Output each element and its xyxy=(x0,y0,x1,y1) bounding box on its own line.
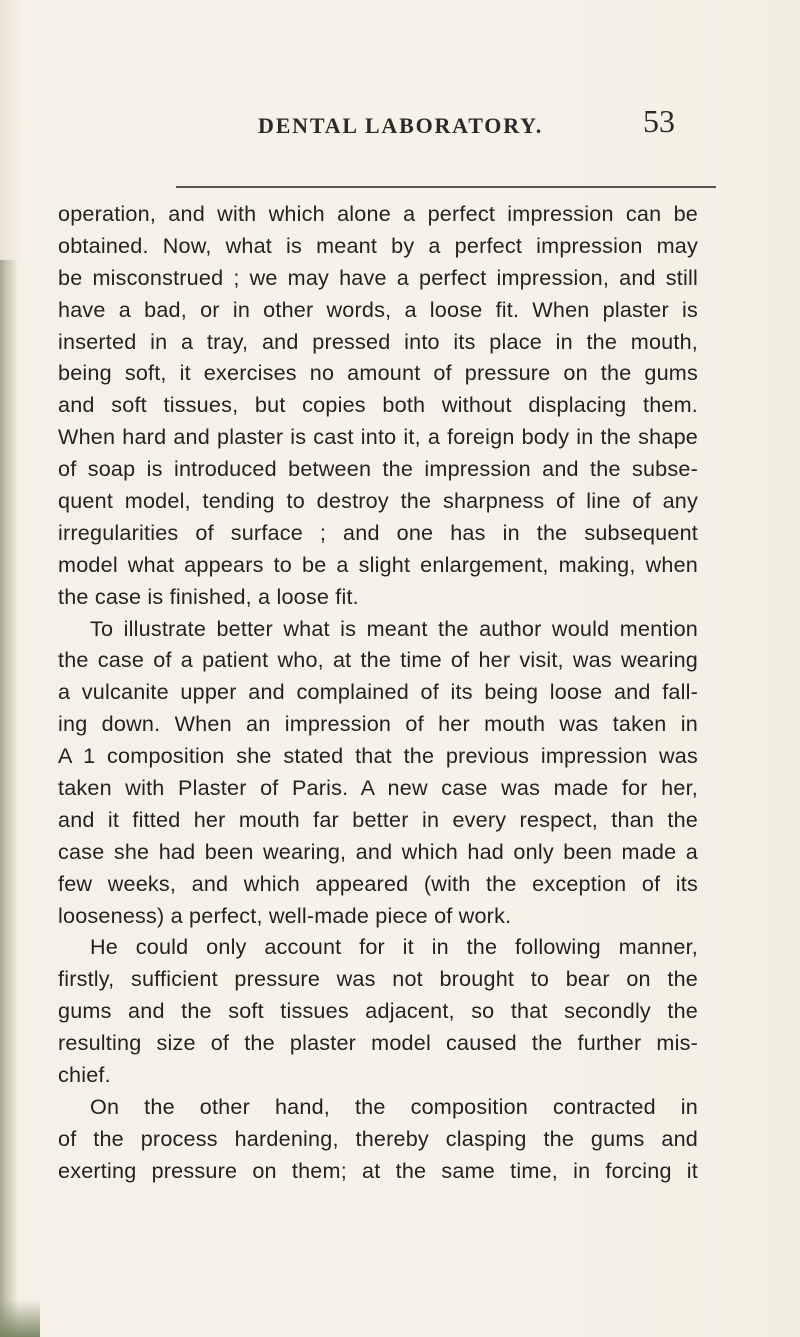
text-line: looseness) a perfect, well-made piece of work. xyxy=(58,902,512,928)
text-line: have a bad, or in other words, a loose fit. When plaster is xyxy=(58,296,698,322)
text-line: obtained. Now, what is meant by a perfect impression may xyxy=(58,232,698,258)
page-number: 53 xyxy=(643,103,675,139)
body-text xyxy=(58,198,698,1187)
header-rule xyxy=(176,186,716,188)
running-head: DENTAL LABORATORY. xyxy=(258,113,544,138)
text-line: exerting pressure on them; at the same time, in forcing it xyxy=(58,1157,698,1183)
text-line: case she had been wearing, and which had only been made a xyxy=(58,838,698,864)
text-line: To illustrate better what is meant the author would mention xyxy=(90,615,698,641)
page-binding-corner xyxy=(0,1300,40,1337)
text-line: He could only account for it in the following manner, xyxy=(90,934,698,960)
text-line: taken with Plaster of Paris. A new case was made for her, xyxy=(58,775,698,801)
text-line: inserted in a tray, and pressed into its place in the mouth, xyxy=(58,328,698,354)
text-line: and soft tissues, but copies both without displacing them. xyxy=(58,392,698,418)
text-line: model what appears to be a slight enlargement, making, when xyxy=(58,551,698,577)
text-line: a vulcanite upper and complained of its being loose and fall- xyxy=(58,679,698,705)
text-line: few weeks, and which appeared (with the exception of its xyxy=(58,870,698,896)
text-line: of the process hardening, thereby clasping the gums and xyxy=(58,1125,698,1151)
text-line: firstly, sufficient pressure was not brought to bear on the xyxy=(58,966,698,992)
text-line: gums and the soft tissues adjacent, so that secondly the xyxy=(58,998,698,1024)
text-line: being soft, it exercises no amount of pressure on the gums xyxy=(58,360,698,386)
text-line: operation, and with which alone a perfect impression can be xyxy=(58,201,698,226)
text-line: of soap is introduced between the impression and the subse- xyxy=(58,456,698,482)
text-line: irregularities of surface ; and one has in the subsequent xyxy=(58,519,698,545)
text-line: and it fitted her mouth far better in every respect, than the xyxy=(58,806,698,832)
text-line: chief. xyxy=(58,1062,111,1088)
page-binding-edge xyxy=(0,260,18,1337)
text-line: When hard and plaster is cast into it, a foreign body in the shape xyxy=(58,424,698,450)
text-line: quent model, tending to destroy the sharpness of line of any xyxy=(58,488,698,514)
text-line: On the other hand, the composition contracted in xyxy=(90,1093,698,1119)
text-line: the case of a patient who, at the time of her visit, was wearing xyxy=(58,647,698,673)
text-line: resulting size of the plaster model caused the further mis- xyxy=(58,1030,698,1056)
text-line: be misconstrued ; we may have a perfect impression, and still xyxy=(58,264,698,290)
text-line: ing down. When an impression of her mouth was taken in xyxy=(58,711,698,737)
text-line: the case is finished, a loose fit. xyxy=(58,583,359,609)
text-line: A 1 composition she stated that the previous impression was xyxy=(58,743,698,769)
